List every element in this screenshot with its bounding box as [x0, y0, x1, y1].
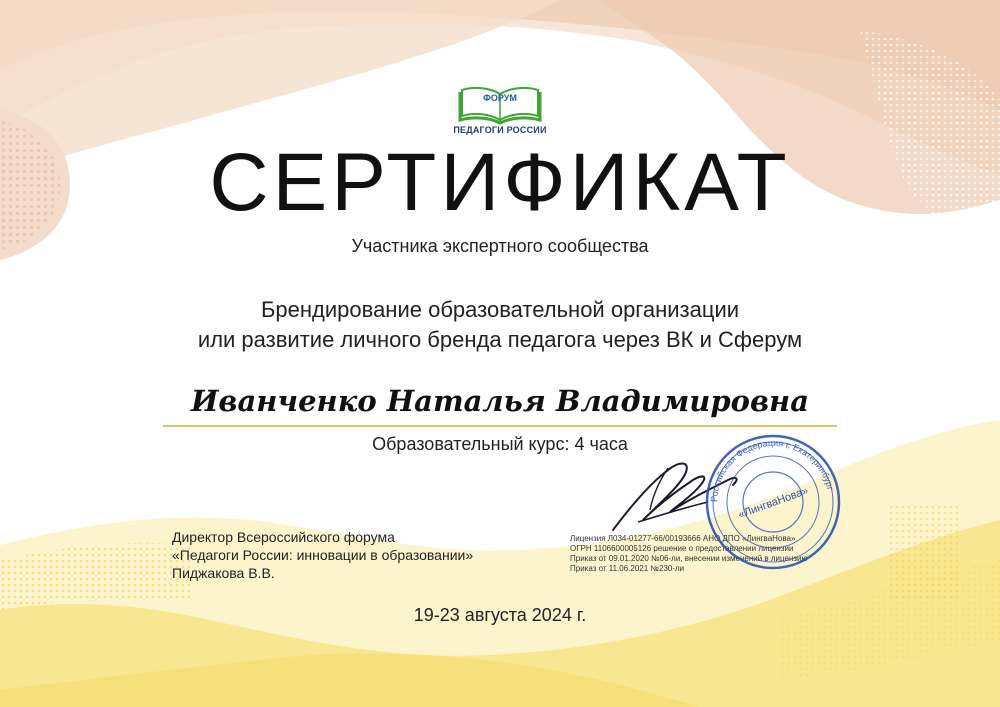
- license-line-4: Приказ от 11.06.2021 №230-ли: [570, 564, 685, 573]
- stamp-center-text: «ЛингваНова»: [736, 484, 810, 522]
- forum-name: «Педагоги России: инновации в образовании»: [172, 547, 474, 563]
- license-line-2: ОГРН 1106600005126 решение о предоставлении лицензии: [570, 544, 794, 553]
- recipient-name: Иванченко Наталья Владимировна: [191, 384, 809, 418]
- course-title-line-2: или развитие личного бренда педагога через ВК и Сферум: [197, 327, 803, 352]
- book-icon: [440, 82, 560, 126]
- forum-logo: [440, 82, 560, 142]
- event-dates: 19-23 августа 2024 г.: [413, 605, 587, 625]
- course-hours: Образовательный курс: 4 часа: [372, 434, 628, 454]
- stamp-seal-icon: [703, 432, 843, 572]
- name-underline: [163, 425, 837, 427]
- logo-forum-label: ФОРУМ: [483, 93, 517, 103]
- director-name: Пиджакова В.В.: [172, 565, 275, 581]
- course-title: [0, 295, 1000, 355]
- director-block: [172, 528, 473, 582]
- license-line-1: Лицензия Л034-01277-66/00193666 АНО ДПО «ЛингваНова»: [570, 534, 796, 543]
- stamp-ring-text: Российская Федерация г. Екатеринбург: [708, 437, 836, 503]
- stamp: [703, 432, 843, 572]
- certificate-title: СЕРТИФИКАТ: [209, 137, 791, 228]
- director-title: Директор Всероссийского форума: [172, 529, 395, 545]
- license-line-3: Приказ от 09.01.2020 №06-ли, внесении изменений в лицензию: [570, 554, 808, 563]
- certificate-subtitle: Участника экспертного сообщества: [351, 236, 649, 256]
- logo-subtitle: ПЕДАГОГИ РОССИИ: [453, 125, 547, 135]
- course-title-line-1: Брендирование образовательной организации: [260, 297, 740, 322]
